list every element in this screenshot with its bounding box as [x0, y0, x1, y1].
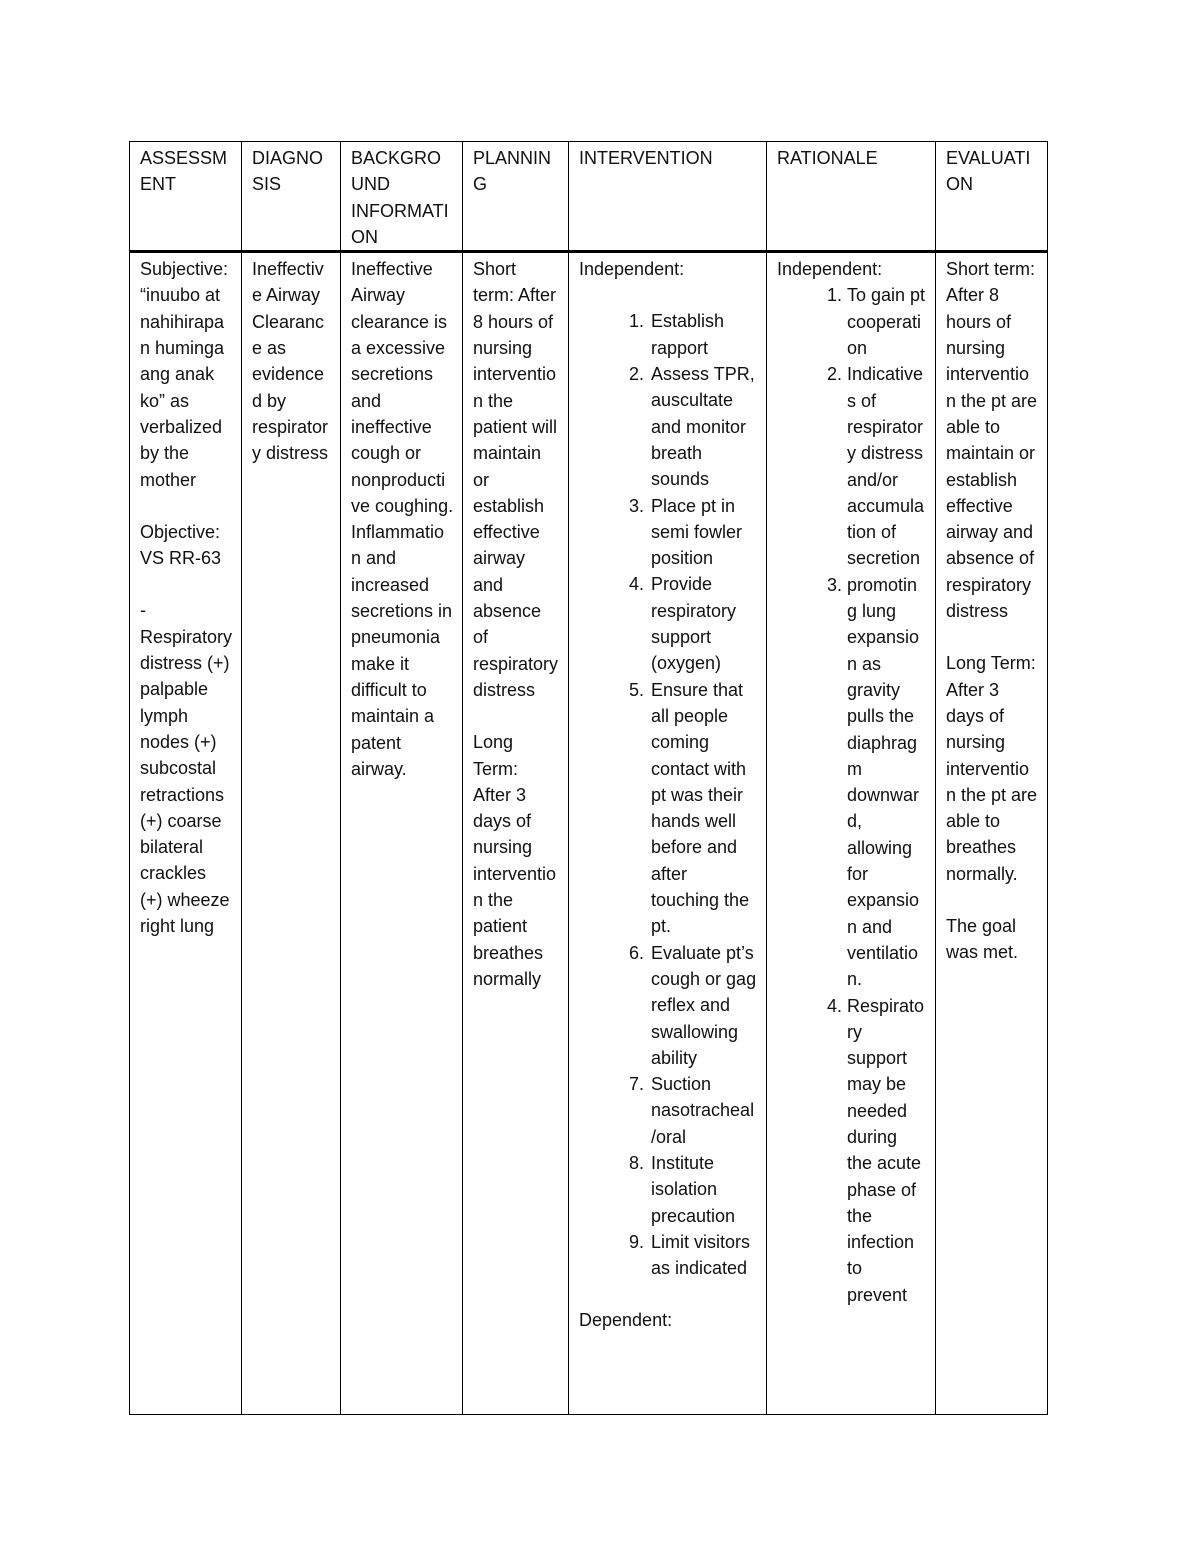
intervention-item: 6. Evaluate pt’s cough or gag reflex and swallowing ability — [649, 940, 758, 1071]
header-row — [130, 142, 1048, 252]
rationale-item: 4. Respiratory support may be needed during the acute phase of the infection to prevent — [847, 993, 927, 1309]
intervention-item: 7. Suction nasotracheal/oral — [649, 1071, 758, 1150]
intervention-cell — [569, 252, 767, 1415]
planning-short-term: Short term: After 8 hours of nursing intervention the patient will maintain or establish effective airway and absence of respiratory distress — [473, 259, 564, 700]
assessment-cell — [130, 252, 242, 1415]
intervention-item: 1. Establish rapport — [649, 308, 758, 361]
intervention-item: 9. Limit visitors as indicated — [649, 1229, 758, 1282]
header-background: BACKGROUND INFORMATION — [341, 142, 463, 252]
intervention-list — [579, 308, 758, 1281]
intervention-dependent-label: Dependent: — [579, 1310, 673, 1331]
diagnosis-text: Ineffective Airway Clearance as evidenced by respiratory distress — [252, 259, 329, 464]
diagnosis-cell — [242, 252, 341, 1415]
header-intervention: INTERVENTION — [569, 142, 767, 252]
subjective-data: Subjective: “inuubo at nahihirapan huminga ang anak ko” as verbalized by the mother — [140, 259, 234, 490]
rationale-item: 3. promoting lung expansion as gravity pulls the diaphragm downward, allowing for expansion and ventilation. — [847, 572, 927, 993]
evaluation-short-term: Short term: After 8 hours of nursing intervention the pt are able to maintain or establish effective airway and absence of respiratory distress — [946, 259, 1043, 622]
header-planning: PLANNING — [463, 142, 569, 252]
intervention-item: 2. Assess TPR, auscultate and monitor breath sounds — [649, 361, 758, 492]
assessment-findings: - Respiratory distress (+) palpable lymph nodes (+) subcostal retractions (+) coarse bilateral crackles (+) wheeze right lung — [140, 600, 238, 937]
planning-long-term: Long Term: After 3 days of nursing intervention the patient breathes normally — [473, 732, 557, 989]
background-cell — [341, 252, 463, 1415]
rationale-item: 1. To gain pt cooperation — [847, 282, 927, 361]
rationale-list — [777, 282, 927, 1308]
content-row — [130, 252, 1048, 1415]
evaluation-conclusion: The goal was met. — [946, 916, 1022, 963]
intervention-item: 5. Ensure that all people coming contact with pt was their hands well before and after touching the pt. — [649, 677, 758, 940]
rationale-item: 2. Indicatives of respiratory distress and/or accumulation of secretion — [847, 361, 927, 571]
intervention-item: 3. Place pt in semi fowler position — [649, 493, 758, 572]
intervention-item: 8. Institute isolation precaution — [649, 1150, 758, 1229]
evaluation-cell — [936, 252, 1048, 1415]
rationale-independent-label: Independent: — [777, 259, 883, 280]
nursing-care-plan-table — [129, 141, 1048, 1415]
rationale-cell — [767, 252, 936, 1415]
header-diagnosis: DIAGNOSIS — [242, 142, 341, 252]
evaluation-long-term: Long Term: After 3 days of nursing intervention the pt are able to breathes normally. — [946, 653, 1043, 884]
planning-cell — [463, 252, 569, 1415]
header-rationale: RATIONALE — [767, 142, 936, 252]
intervention-independent-label: Independent: — [579, 259, 685, 280]
header-evaluation: EVALUATION — [936, 142, 1048, 252]
objective-data: Objective: VS RR-63 — [140, 521, 226, 569]
background-text: Ineffective Airway clearance is a excessive secretions and ineffective cough or nonproductive coughing. Inflammation and increased secretions in pneumonia make it difficult to maintain a patent airway. — [351, 259, 459, 779]
header-assessment: ASSESSMENT — [130, 142, 242, 252]
intervention-item: 4. Provide respiratory support (oxygen) — [649, 571, 758, 676]
